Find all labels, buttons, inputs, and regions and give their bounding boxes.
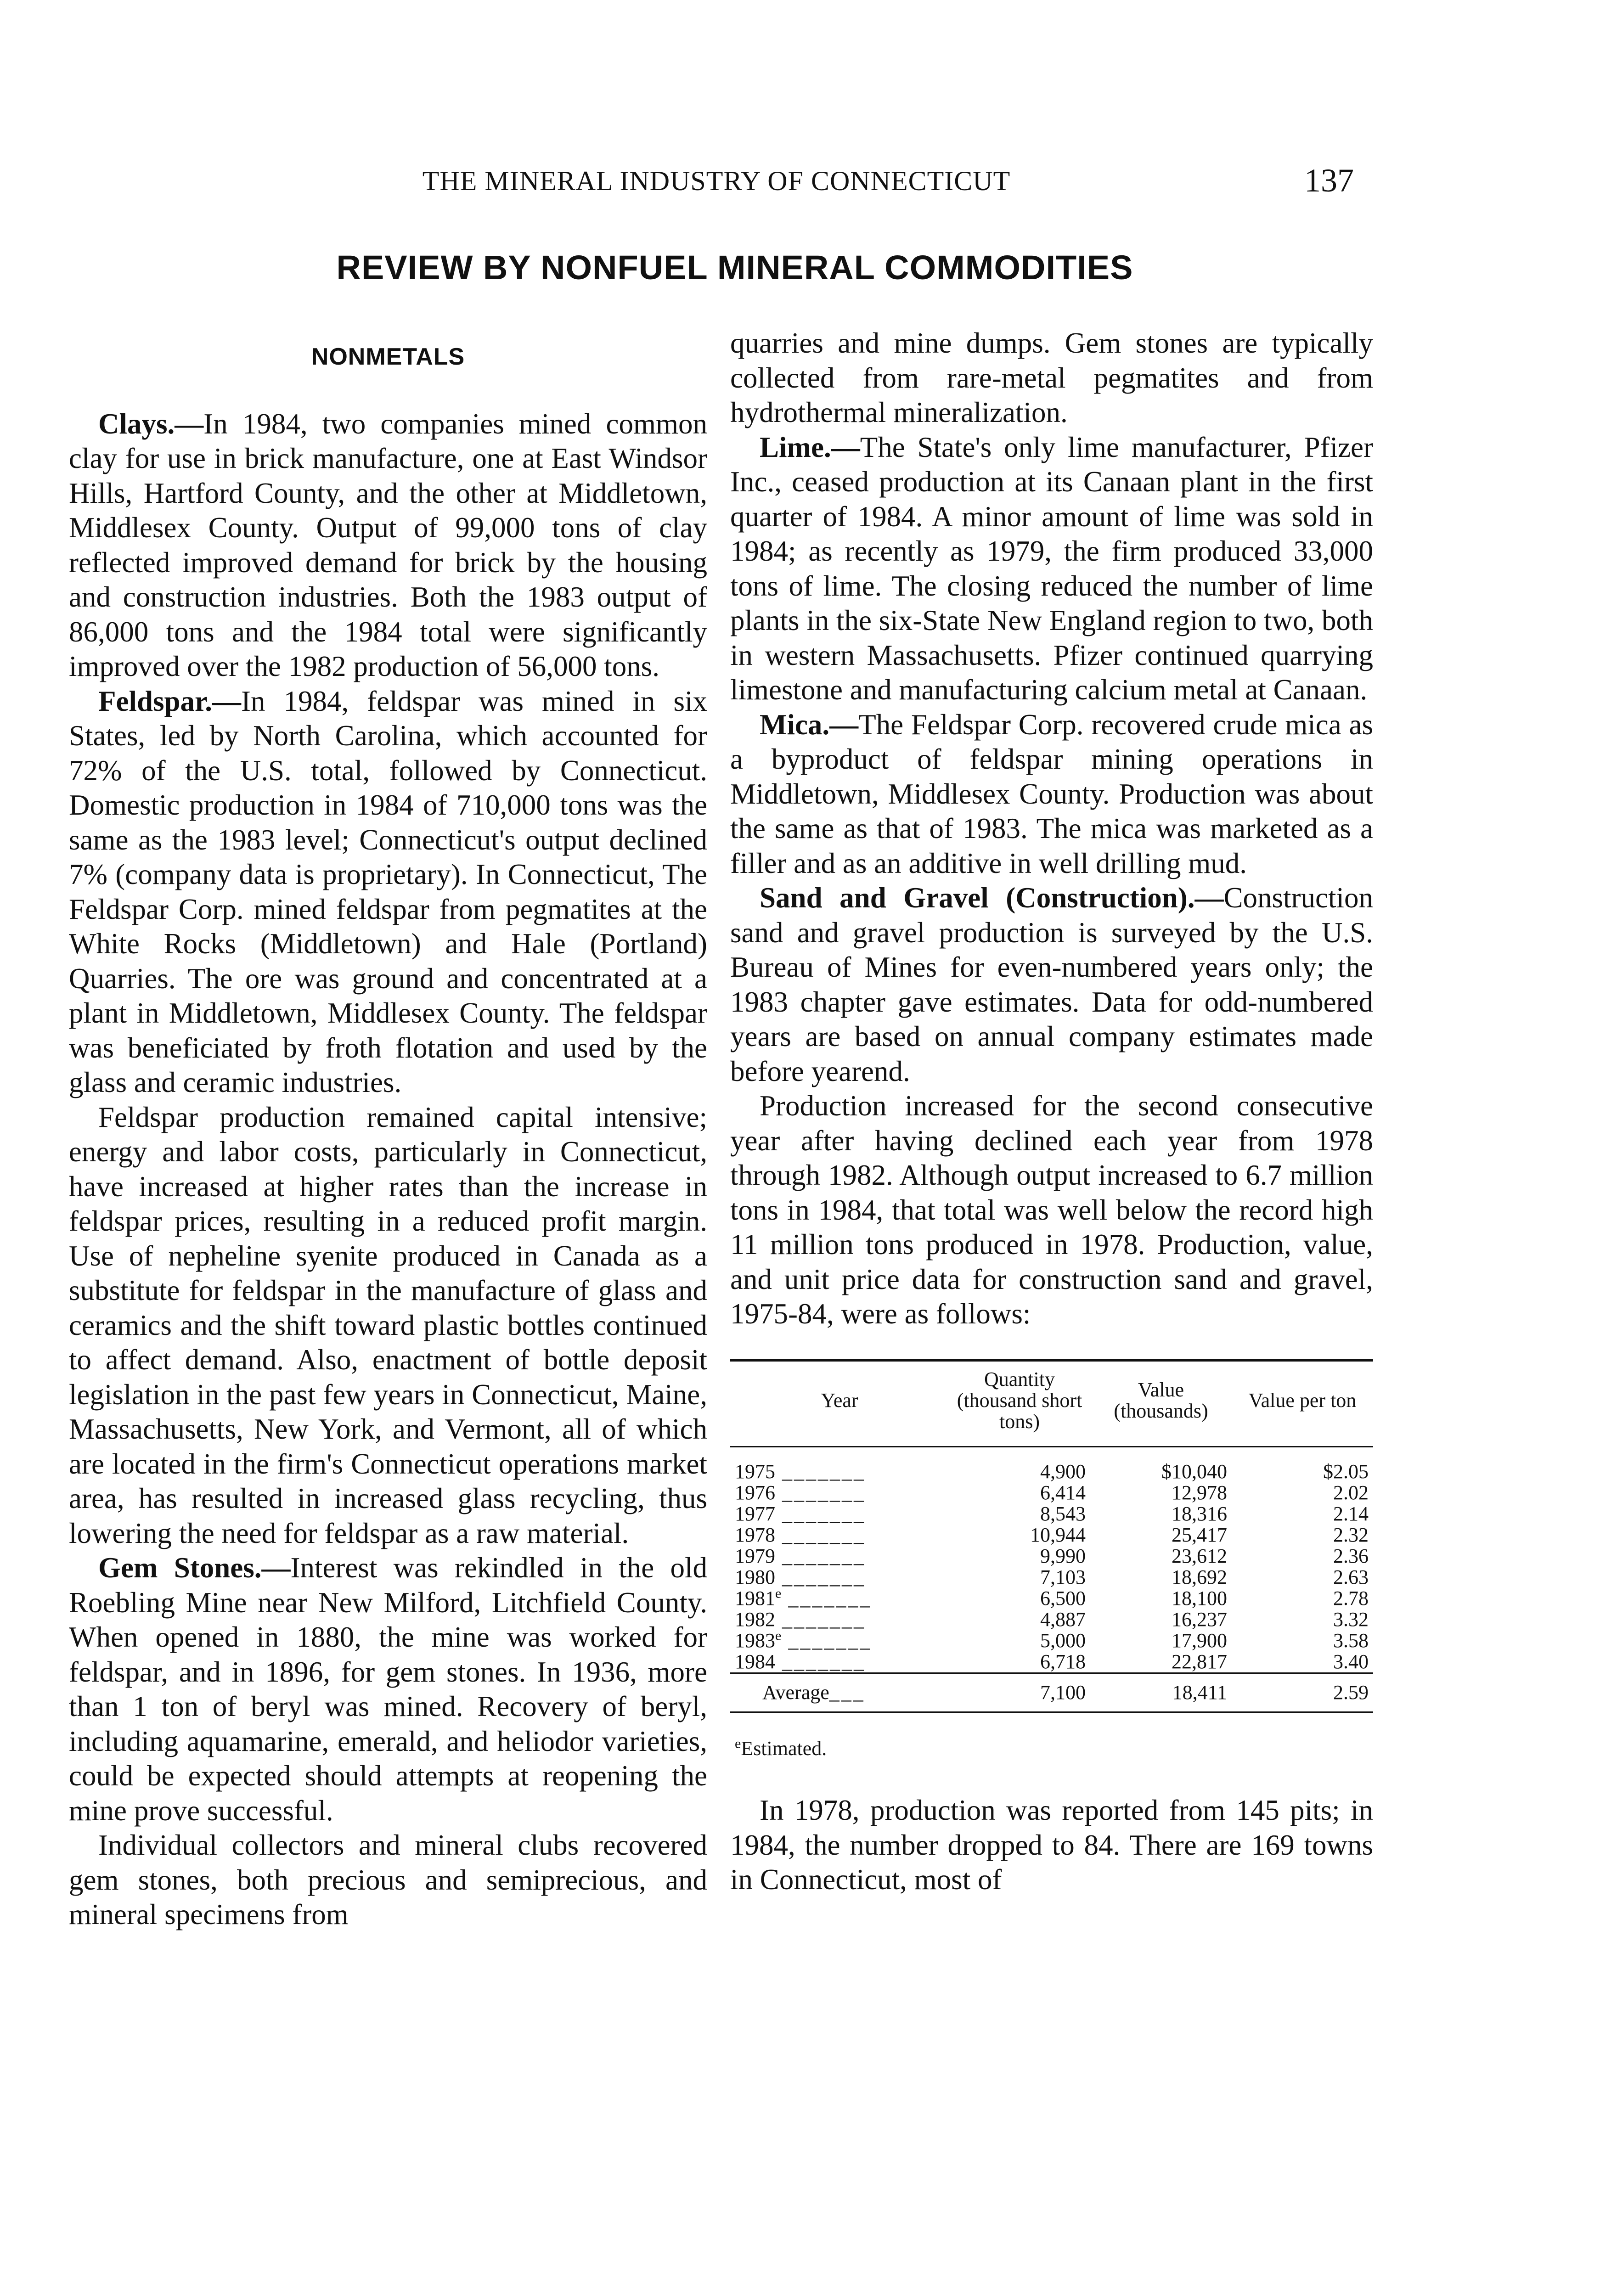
cell-quantity: 10,944	[1030, 1523, 1086, 1546]
cell-year: 1980 _______	[735, 1565, 866, 1588]
left-column	[69, 340, 707, 1932]
cell-value-per-ton: 3.58	[1333, 1629, 1369, 1652]
cell-value: 22,817	[1172, 1650, 1227, 1673]
cell-quantity: 5,000	[1040, 1629, 1086, 1652]
cell-value-per-ton: 3.40	[1333, 1650, 1369, 1673]
average-value: 18,411	[1090, 1673, 1232, 1712]
runin-lime: Lime.—	[760, 431, 860, 463]
cell-quantity: 8,543	[1040, 1502, 1086, 1525]
year-label: 1975	[735, 1460, 775, 1483]
year-label: 1981	[735, 1587, 775, 1609]
paragraph-gem-stones-2: Individual collectors and mineral clubs recovered gem stones, both precious and semiprecious, and mineral specimens from	[69, 1829, 707, 1930]
cell-value-per-ton: 2.02	[1333, 1481, 1369, 1504]
cell-value-per-ton: 2.14	[1333, 1502, 1369, 1525]
header-value-per-ton: Value per ton	[1232, 1360, 1373, 1446]
section-title: REVIEW BY NONFUEL MINERAL COMMODITIES	[336, 248, 1133, 287]
cell-quantity: 6,500	[1040, 1587, 1086, 1609]
average-label: Average	[762, 1681, 829, 1704]
year-label: 1976	[735, 1481, 775, 1504]
text-feldspar: In 1984, feldspar was mined in six States, led by North Carolina, which accounted for 72% of the U.S. total, followed by Connecticut. Domestic production in 1984 of 710,000 tons was the same as the 1983 level; Connecticut's output declined 7% (company data is proprietary). In Connecticut, The Feldspar Corp. mined feldspar from pegmatites at the White Rocks (Middletown) and Hale (Portland) Quarries. The ore was ground and concentrated at a plant in Middletown, Middlesex County. The feldspar was beneficiated by froth flotation and used by the glass and ceramic industries.	[69, 685, 707, 1098]
estimate-mark: e	[775, 1627, 782, 1643]
cell-year: 1982 _______	[735, 1608, 866, 1631]
cell-value: 12,978	[1172, 1481, 1227, 1504]
cell-value: 16,237	[1172, 1608, 1227, 1631]
table-row-average	[730, 1673, 1373, 1712]
cell-quantity: 7,103	[1040, 1565, 1086, 1588]
year-label: 1982	[735, 1608, 775, 1631]
paragraph-feldspar	[69, 684, 707, 1100]
cell-value-per-ton: 2.32	[1333, 1523, 1369, 1546]
table-row	[730, 1525, 1373, 1546]
year-label: 1983	[735, 1629, 775, 1652]
year-label: 1978	[735, 1523, 775, 1546]
table-row	[730, 1630, 1373, 1651]
paragraph-sand-gravel-2: Production increased for the second consecutive year after having declined each year from 1978 through 1982. Although output increased to 6.7 million tons in 1984, that total was well below the record high 11 million tons produced in 1978. Production, value, and unit price data for construction sand and gravel, 1975-84, were as follows:	[730, 1090, 1373, 1330]
footnote-text: Estimated.	[741, 1737, 827, 1760]
table-header-row	[730, 1360, 1373, 1446]
table-footnote	[735, 1731, 1373, 1766]
cell-value: 18,692	[1172, 1565, 1227, 1588]
average-quantity: 7,100	[949, 1673, 1090, 1712]
text-lime: The State's only lime manufacturer, Pfizer Inc., ceased production at its Canaan plant in the first quarter of 1984. A minor amount of lime was sold in 1984; as recently as 1979, the firm produced 33,000 tons of lime. The closing reduced the number of lime plants in the six-State New England region to two, both in western Massachusetts. Pfizer continued quarrying limestone and manufacturing calcium metal at Canaan.	[730, 431, 1373, 706]
paragraph-feldspar-2: Feldspar production remained capital intensive; energy and labor costs, particularly in Connecticut, have increased at higher rates than the increase in feldspar prices, resulting in a reduced profit margin. Use of nepheline syenite produced in Canada as a substitute for feldspar in the manufacture of glass and ceramics and the shift toward plastic bottles continued to affect demand. Also, enactment of bottle deposit legislation in the past few years in Connecticut, Maine, Massachusetts, New York, and Vermont, all of which are located in the firm's Connecticut operations market area, has resulted in increased glass recycling, thus lowering the need for feldspar as a raw material.	[69, 1101, 707, 1549]
cell-value: 25,417	[1172, 1523, 1227, 1546]
runin-sand-gravel: Sand and Gravel (Construction).—	[760, 882, 1224, 914]
cell-year: 1976 _______	[735, 1481, 866, 1504]
table-row	[730, 1588, 1373, 1609]
cell-year: 1978 _______	[735, 1523, 866, 1546]
cell-year: 1975 _______	[735, 1460, 866, 1483]
cell-value-per-ton: 2.78	[1333, 1587, 1369, 1609]
table-row	[730, 1609, 1373, 1630]
cell-value: 17,900	[1172, 1629, 1227, 1652]
cell-value: $10,040	[1161, 1460, 1227, 1483]
text-mica: The Feldspar Corp. recovered crude mica as a byproduct of feldspar mining operations in Middletown, Middlesex County. Production was about the same as that of 1983. The mica was marketed as a filler and as an additive in well drilling mud.	[730, 708, 1373, 879]
cell-value-per-ton: 2.63	[1333, 1565, 1369, 1588]
runin-feldspar: Feldspar.—	[98, 685, 241, 717]
year-label: 1977	[735, 1502, 775, 1525]
text-sand-gravel: Construction sand and gravel production is surveyed by the U.S. Bureau of Mines for even-numbered years only; the 1983 chapter gave estimates. Data for odd-numbered years are based on annual company estimates made before yearend.	[730, 882, 1373, 1087]
table-row	[730, 1567, 1373, 1588]
sand-gravel-table	[730, 1359, 1373, 1713]
cell-quantity: 4,900	[1040, 1460, 1086, 1483]
paragraph-gem-stones	[69, 1551, 707, 1828]
year-label: 1980	[735, 1565, 775, 1588]
subhead-nonmetals: NONMETALS	[311, 343, 465, 370]
page-number: 137	[1304, 162, 1354, 199]
cell-value-per-ton: $2.05	[1323, 1460, 1369, 1483]
year-label: 1979	[735, 1544, 775, 1567]
table-row	[730, 1651, 1373, 1673]
cell-value: 23,612	[1172, 1544, 1227, 1567]
runin-gem-stones: Gem Stones.—	[98, 1552, 291, 1584]
average-per-ton: 2.59	[1232, 1673, 1373, 1712]
cell-quantity: 6,414	[1040, 1481, 1086, 1504]
paragraph-sand-gravel	[730, 881, 1373, 1089]
cell-quantity: 9,990	[1040, 1544, 1086, 1567]
cell-year: 1984 _______	[735, 1650, 866, 1673]
header-value: Value (thousands)	[1090, 1360, 1232, 1446]
runin-mica: Mica.—	[760, 708, 859, 741]
estimate-mark: e	[775, 1585, 782, 1601]
year-label: 1984	[735, 1650, 775, 1673]
runin-clays: Clays.—	[98, 407, 204, 440]
table-body	[730, 1446, 1373, 1673]
cell-value-per-ton: 2.36	[1333, 1544, 1369, 1567]
paragraph-clays	[69, 407, 707, 684]
text-clays: In 1984, two companies mined common clay for use in brick manufacture, one at East Windsor Hills, Hartford County, and the other at Middletown, Middlesex County. Output of 99,000 tons of clay reflected improved demand for brick by the housing and construction industries. Both the 1983 output of 86,000 tons and the 1984 total were significantly improved over the 1982 production of 56,000 tons.	[69, 407, 707, 682]
running-head: THE MINERAL INDUSTRY OF CONNECTICUT	[422, 166, 1011, 196]
cell-quantity: 6,718	[1040, 1650, 1086, 1673]
table-row	[730, 1482, 1373, 1503]
text-gem-stones: Interest was rekindled in the old Roebling Mine near New Milford, Litchfield County. When opened in 1880, the mine was worked for feldspar, and in 1896, for gem stones. In 1936, more than 1 ton of beryl was mined. Recovery of beryl, including aquamarine, emerald, and heliodor varieties, could be expected should attempts at reopening the mine prove successful.	[69, 1552, 707, 1827]
header-quantity: Quantity (thousand short tons)	[949, 1360, 1090, 1446]
right-column	[730, 326, 1373, 1897]
paragraph-gem-continued: quarries and mine dumps. Gem stones are typically collected from rare-metal pegmatites and from hydrothermal mineralization.	[730, 327, 1373, 428]
cell-value: 18,316	[1172, 1502, 1227, 1525]
table-row	[730, 1503, 1373, 1525]
footnote-mark: e	[735, 1735, 741, 1751]
cell-year: 1977 _______	[735, 1502, 866, 1525]
table-row	[730, 1446, 1373, 1482]
table-row	[730, 1546, 1373, 1567]
cell-year: 1979 _______	[735, 1544, 866, 1567]
cell-value-per-ton: 3.32	[1333, 1608, 1369, 1631]
paragraph-lime	[730, 430, 1373, 708]
header-year: Year	[730, 1360, 949, 1446]
cell-value: 18,100	[1172, 1587, 1227, 1609]
paragraph-closing: In 1978, production was reported from 145 pits; in 1984, the number dropped to 84. There are 169 towns in Connecticut, most of	[730, 1794, 1373, 1896]
cell-year: 1983e _______	[735, 1627, 872, 1652]
average-label-cell: Average___	[730, 1673, 949, 1712]
paragraph-mica	[730, 708, 1373, 881]
cell-year: 1981e _______	[735, 1585, 872, 1609]
cell-quantity: 4,887	[1040, 1608, 1086, 1631]
